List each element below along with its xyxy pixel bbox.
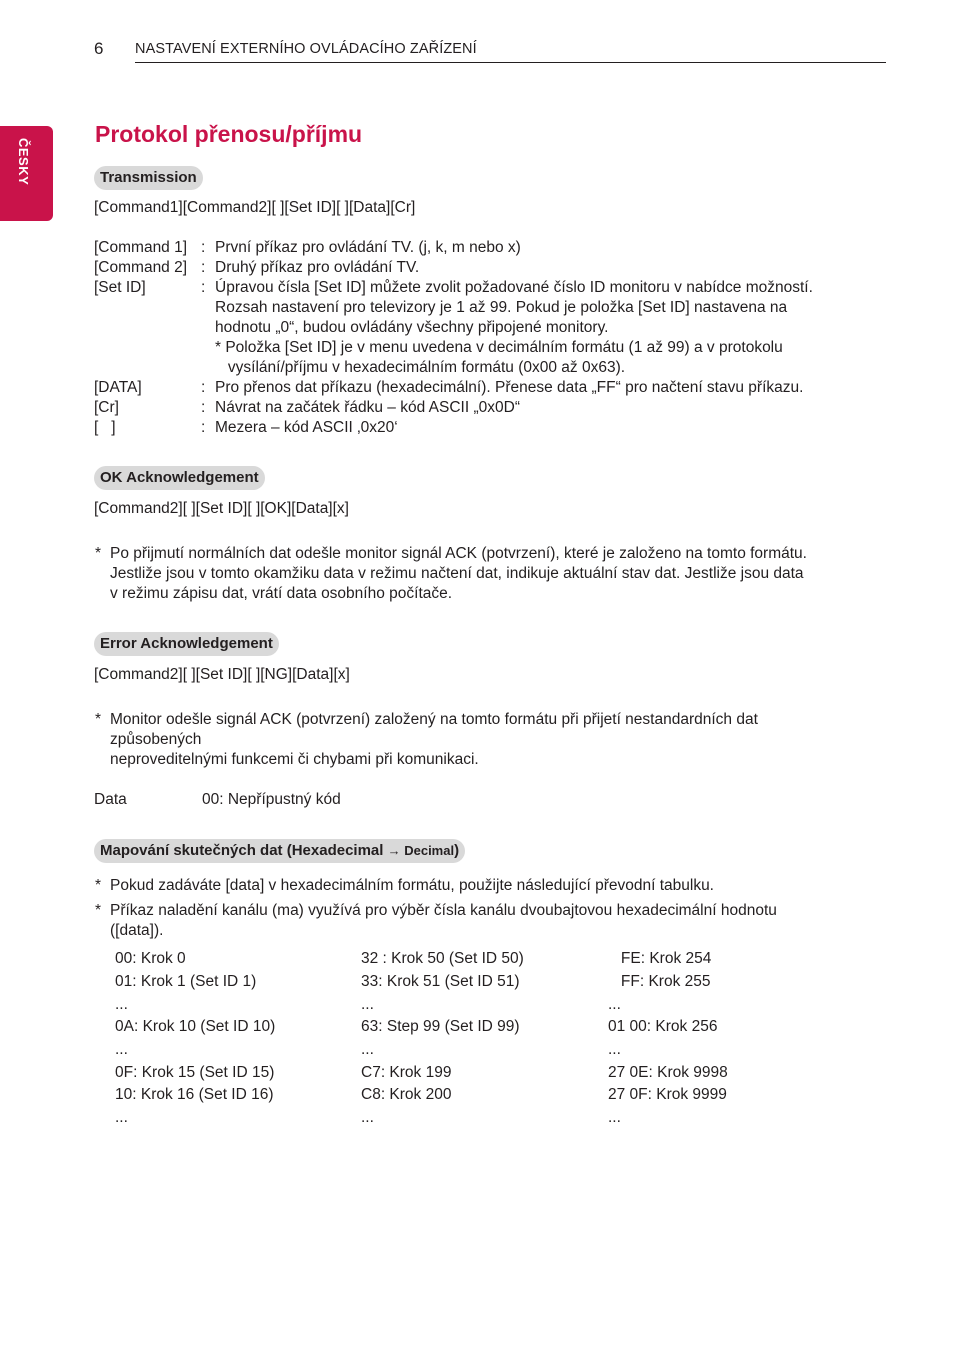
definition-colon: :	[201, 399, 206, 416]
table-cell: ...	[115, 1109, 128, 1126]
definition-term: [ ]	[94, 419, 116, 436]
table-cell: C7: Krok 199	[361, 1064, 452, 1081]
definition-colon: :	[201, 379, 206, 396]
definition-note: * Položka [Set ID] je v menu uvedena v decimálním formátu (1 až 99) a v protokolu	[215, 339, 783, 356]
error-data-label: Data	[94, 791, 127, 808]
definition-colon: :	[201, 259, 206, 276]
transmission-heading: Transmission	[94, 166, 203, 190]
table-cell: 63: Step 99 (Set ID 99)	[361, 1018, 520, 1035]
table-cell: 27 0E: Krok 9998	[608, 1064, 728, 1081]
error-ack-note-line: způsobených	[110, 731, 202, 748]
table-cell: ...	[608, 996, 621, 1013]
mapping-heading	[94, 839, 465, 863]
table-cell: ...	[361, 1109, 374, 1126]
table-cell: 01 00: Krok 256	[608, 1018, 718, 1035]
error-data-value: 00: Nepřípustný kód	[202, 791, 341, 808]
note-bullet: *	[95, 711, 102, 728]
definition-term: [Command 1]	[94, 239, 188, 256]
definition-text: Mezera – kód ASCII ‚0x20‘	[215, 419, 398, 436]
table-cell: FF: Krok 255	[608, 973, 711, 990]
definition-text: Rozsah nastavení pro televizory je 1 až 99. Pokud je položka [Set ID] nastavena na	[215, 299, 788, 316]
error-ack-note-line: neproveditelnými funkcemi či chybami při komunikaci.	[110, 751, 479, 768]
section-header-title: NASTAVENÍ EXTERNÍHO OVLÁDACÍHO ZAŘÍZENÍ	[135, 41, 477, 57]
error-ack-note-line: Monitor odešle signál ACK (potvrzení) založený na tomto formátu při přijetí nestandardních dat	[110, 711, 758, 728]
table-cell: ...	[115, 1041, 128, 1058]
header-divider	[135, 62, 886, 63]
table-cell: 27 0F: Krok 9999	[608, 1086, 727, 1103]
table-cell: ...	[115, 996, 128, 1013]
language-side-tab	[0, 126, 53, 221]
table-cell: 32 : Krok 50 (Set ID 50)	[361, 950, 524, 967]
table-cell: 0A: Krok 10 (Set ID 10)	[115, 1018, 276, 1035]
ok-ack-note-line: v režimu zápisu dat, vrátí data osobního počítače.	[110, 585, 453, 602]
table-cell: FE: Krok 254	[608, 950, 712, 967]
definition-term: [DATA]	[94, 379, 142, 396]
transmission-syntax: [Command1][Command2][ ][Set ID][ ][Data][Cr]	[94, 199, 416, 216]
language-label: ČESKY	[16, 138, 31, 186]
definition-term: [Cr]	[94, 399, 119, 416]
ok-ack-note-line: Po přijmutí normálních dat odešle monitor signál ACK (potvrzení), které je založeno na tomto formátu.	[110, 545, 807, 562]
definition-colon: :	[201, 419, 206, 436]
definition-text: Pro přenos dat příkazu (hexadecimální). Přenese data „FF“ pro načtení stavu příkazu.	[215, 379, 804, 396]
definition-text: Návrat na začátek řádku – kód ASCII „0x0D“	[215, 399, 520, 416]
definition-text: Druhý příkaz pro ovládání TV.	[215, 259, 420, 276]
table-cell: ...	[608, 1041, 621, 1058]
table-cell: ...	[361, 1041, 374, 1058]
ok-ack-note-line: Jestliže jsou v tomto okamžiku data v režimu načtení dat, indikuje aktuální stav dat. Jestliže jsou data	[110, 565, 804, 582]
definition-text: hodnotu „0“, budou ovládány všechny připojené monitory.	[215, 319, 609, 336]
note-bullet: *	[95, 877, 102, 894]
mapping-note-line: ([data]).	[110, 922, 164, 939]
table-cell: 33: Krok 51 (Set ID 51)	[361, 973, 520, 990]
arrow-right-icon: →	[387, 843, 401, 858]
definition-colon: :	[201, 239, 206, 256]
mapping-heading-small: Decimal	[400, 843, 455, 858]
table-cell: 10: Krok 16 (Set ID 16)	[115, 1086, 274, 1103]
page-number: 6	[94, 39, 104, 58]
mapping-note-line: Příkaz naladění kanálu (ma) využívá pro výběr čísla kanálu dvoubajtovou hexadecimální hodnotu	[110, 902, 777, 919]
note-bullet: *	[95, 902, 102, 919]
table-cell: ...	[361, 996, 374, 1013]
mapping-note-line: Pokud zadáváte [data] v hexadecimálním formátu, použijte následující převodní tabulku.	[110, 877, 714, 894]
definition-term: [Set ID]	[94, 279, 146, 296]
table-cell: 00: Krok 0	[115, 950, 186, 967]
mapping-heading-close: )	[454, 842, 460, 859]
definition-text: Úpravou čísla [Set ID] můžete zvolit požadované číslo ID monitoru v nabídce možností.	[215, 279, 813, 296]
page-title: Protokol přenosu/příjmu	[95, 121, 363, 147]
definition-text: První příkaz pro ovládání TV. (j, k, m nebo x)	[215, 239, 521, 256]
definition-colon: :	[201, 279, 206, 296]
error-ack-syntax: [Command2][ ][Set ID][ ][NG][Data][x]	[94, 666, 350, 683]
ok-ack-syntax: [Command2][ ][Set ID][ ][OK][Data][x]	[94, 500, 349, 517]
table-cell: C8: Krok 200	[361, 1086, 452, 1103]
ok-ack-heading: OK Acknowledgement	[94, 466, 265, 490]
table-cell: 01: Krok 1 (Set ID 1)	[115, 973, 257, 990]
mapping-heading-main: Mapování skutečných dat (Hexadecimal	[100, 842, 388, 859]
definition-note: vysílání/příjmu v hexadecimálním formátu (0x00 až 0x63).	[215, 359, 626, 376]
table-cell: ...	[608, 1109, 621, 1126]
table-cell: 0F: Krok 15 (Set ID 15)	[115, 1064, 275, 1081]
note-bullet: *	[95, 545, 102, 562]
definition-term: [Command 2]	[94, 259, 188, 276]
error-ack-heading: Error Acknowledgement	[94, 632, 279, 656]
